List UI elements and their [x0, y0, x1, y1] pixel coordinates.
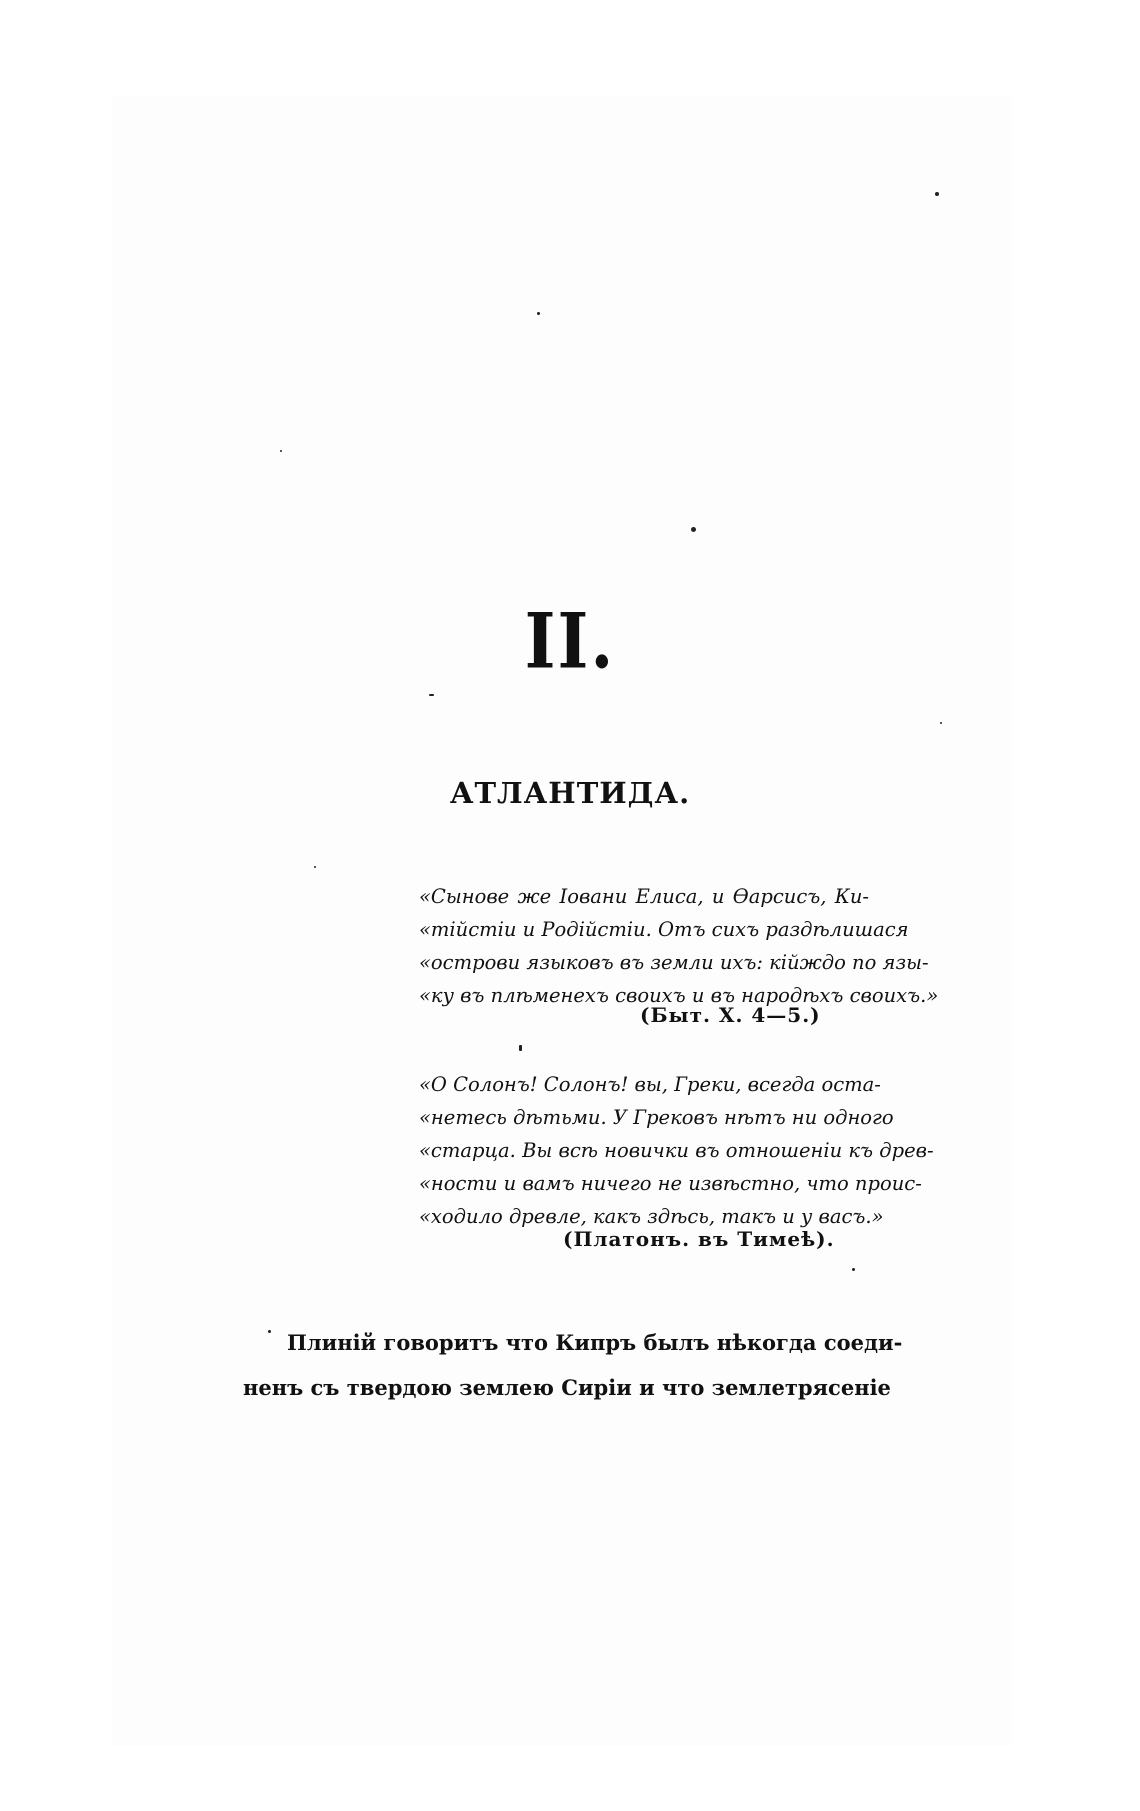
scan-speck [314, 866, 316, 868]
body-line: Плиній говоритъ что Кипръ былъ нѣкогда соеди- [287, 1330, 903, 1355]
epigraph-line: «острови языковъ въ земли ихъ: кійждо по язы- [419, 951, 929, 974]
scan-speck [935, 192, 939, 196]
scan-speck [280, 450, 282, 452]
epigraph-plato [419, 1068, 934, 1233]
scan-speck [429, 694, 434, 696]
chapter-title: АТЛАНТИДА. [449, 776, 691, 810]
body-paragraph [243, 1320, 903, 1410]
epigraph-line: «старца. Вы всѣ новички въ отношеніи къ древ- [419, 1139, 934, 1162]
epigraph-genesis [419, 880, 939, 1012]
epigraph-line: «нетесь дѣтьми. У Грековъ нѣтъ ни одного [419, 1106, 894, 1129]
body-line: ненъ съ твердою землею Сиріи и что землетрясеніе [243, 1375, 891, 1400]
chapter-number: II. [524, 596, 616, 686]
scan-speck [519, 1045, 522, 1051]
epigraph-line: «ку въ плѣменехъ своихъ и въ народѣхъ своихъ.» [419, 984, 939, 1007]
epigraph-line: «тійстіи и Родійстіи. Отъ сихъ раздѣлишася [419, 918, 909, 941]
epigraph-citation: (Платонъ. въ Тимеѣ). [563, 1227, 835, 1251]
epigraph-line: «ности и вамъ ничего не извѣстно, что проис- [419, 1172, 922, 1195]
epigraph-line: «Сынове же Іовани Елиса, и Ѳарсисъ, Ки- [419, 885, 869, 908]
scan-speck [537, 312, 540, 315]
scan-speck [852, 1268, 855, 1271]
epigraph-line: «О Солонъ! Солонъ! вы, Греки, всегда оста- [419, 1073, 881, 1096]
epigraph-line: «ходило древле, какъ здѣсь, такъ и у васъ.» [419, 1205, 884, 1228]
epigraph-citation: (Быт. X. 4—5.) [640, 1003, 821, 1027]
scan-speck [691, 527, 696, 532]
scan-speck [940, 722, 942, 724]
